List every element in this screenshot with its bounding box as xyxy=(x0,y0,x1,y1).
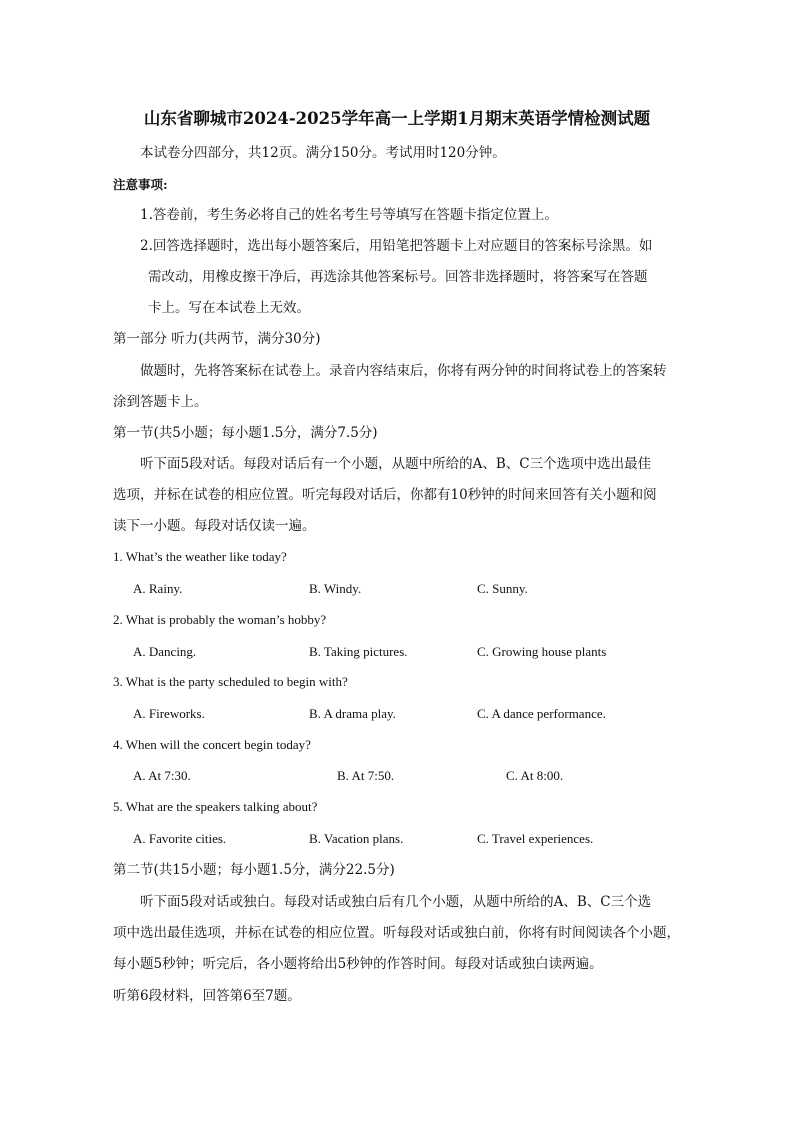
section2-heading: 第二节(共15小题；每小题1.5分，满分22.5分) xyxy=(113,862,395,878)
question-1: 1. What’s the weather like today? xyxy=(113,549,287,564)
option-c: C. A dance performance. xyxy=(477,706,606,721)
intro-line: 本试卷分四部分，共12页。满分150分。考试用时120分钟。 xyxy=(140,145,506,161)
option-a: A. At 7:30. xyxy=(133,768,191,783)
option-c: C. At 8:00. xyxy=(506,768,564,783)
question-4: 4. When will the concert begin today? xyxy=(113,737,311,752)
section2-instructions: 每小题5秒钟；听完后，各小题将给出5秒钟的作答时间。每段对话或独白读两遍。 xyxy=(113,956,603,972)
option-b: B. Taking pictures. xyxy=(309,644,408,659)
notice-item-cont: 需改动，用橡皮擦干净后，再选涂其他答案标号。回答非选择题时，将答案写在答题 xyxy=(148,269,648,285)
option-a: A. Favorite cities. xyxy=(133,831,227,846)
section1-instructions: 选项，并标在试卷的相应位置。听完每段对话后，你都有10秒钟的时间来回答有关小题和阅 xyxy=(113,487,657,503)
section1-instructions: 读下一小题。每段对话仅读一遍。 xyxy=(113,518,316,534)
option-a: A. Dancing. xyxy=(133,644,197,659)
option-b: B. Vacation plans. xyxy=(309,831,404,846)
part1-instructions: 做题时，先将答案标在试卷上。录音内容结束后，你将有两分钟的时间将试卷上的答案转 xyxy=(140,363,667,379)
question-5: 5. What are the speakers talking about? xyxy=(113,799,318,814)
option-b: B. Windy. xyxy=(309,581,362,596)
section1-instructions: 听下面5段对话。每段对话后有一个小题，从题中所给的A、B、C三个选项中选出最佳 xyxy=(140,456,652,472)
option-b: B. A drama play. xyxy=(309,706,396,721)
option-a: A. Rainy. xyxy=(133,581,183,596)
option-a: A. Fireworks. xyxy=(133,706,205,721)
option-c: C. Sunny. xyxy=(477,581,528,596)
question-3: 3. What is the party scheduled to begin with? xyxy=(113,674,348,689)
option-b: B. At 7:50. xyxy=(337,768,395,783)
notice-item-cont: 卡上。写在本试卷上无效。 xyxy=(148,300,310,316)
notice-item: 1.答卷前，考生务必将自己的姓名考生号等填写在答题卡指定位置上。 xyxy=(140,207,558,223)
part1-instructions: 涂到答题卡上。 xyxy=(113,394,208,410)
question-2: 2. What is probably the woman’s hobby? xyxy=(113,612,327,627)
material-note: 听第6段材料，回答第6至7题。 xyxy=(113,988,301,1004)
notice-item: 2.回答选择题时，选出每小题答案后，用铅笔把答题卡上对应题目的答案标号涂黑。如 xyxy=(140,238,653,254)
exam-title: 山东省聊城市2024-2025学年高一上学期1月期末英语学情检测试题 xyxy=(143,109,651,128)
notice-heading: 注意事项: xyxy=(113,177,168,192)
section1-heading: 第一节(共5小题；每小题1.5分，满分7.5分) xyxy=(113,425,378,441)
part1-heading: 第一部分 听力(共两节，满分30分) xyxy=(113,331,321,347)
option-c: C. Growing house plants xyxy=(477,644,607,659)
section2-instructions: 项中选出最佳选项，并标在试卷的相应位置。听每段对话或独白前，你将有时间阅读各个小题， xyxy=(113,925,680,941)
option-c: C. Travel experiences. xyxy=(477,831,594,846)
section2-instructions: 听下面5段对话或独白。每段对话或独白后有几个小题，从题中所给的A、B、C三个选 xyxy=(140,894,652,910)
